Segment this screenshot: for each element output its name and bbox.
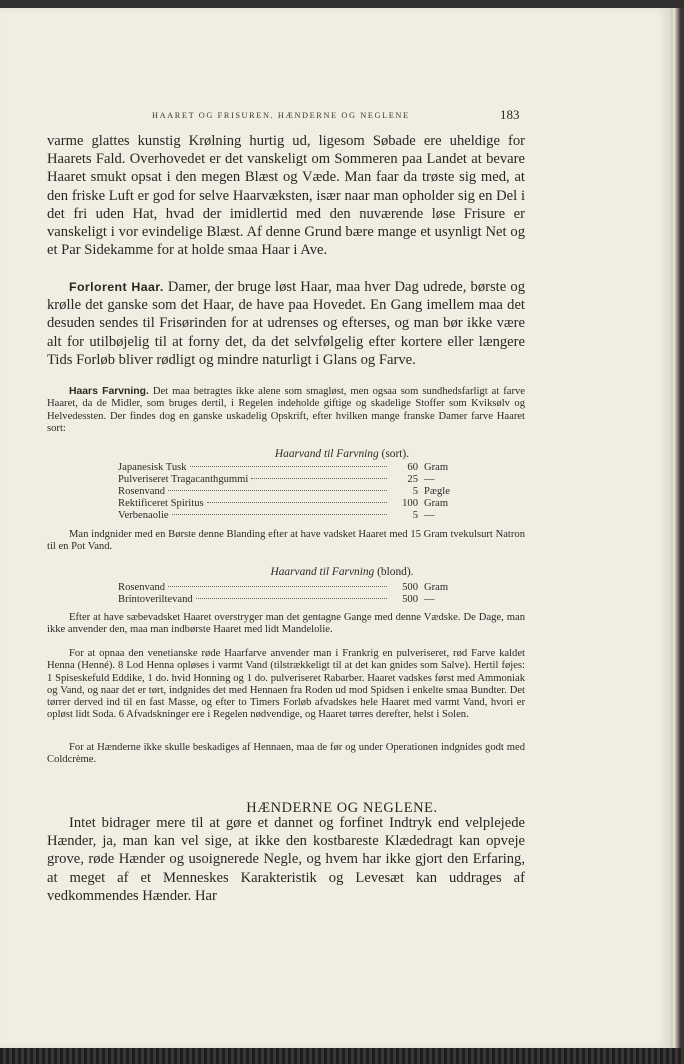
- paragraph-hair-dyeing: [47, 386, 525, 435]
- ingredient-name: Rosenvand: [118, 582, 166, 593]
- ingredient-amount: 5: [412, 486, 418, 497]
- ingredient-unit: —: [424, 510, 435, 521]
- paragraph-text: For at Hænderne ikke skulle beskadiges af Hennaen, maa de før og under Operationen indgnides godt med Coldcrème.: [47, 742, 525, 766]
- recipe-row: [118, 498, 458, 510]
- recipe-row: [118, 594, 458, 606]
- paragraph-text: varme glattes kunstig Krølning hurtig ud, ligesom Søbade ere uheldige for Haarets Fald. Overhovedet er det vanskeligt om Sommeren paa Landet at bevare Haaret smukt opsat i den megen Blæst og Væde. Man faar da trøste sig med, at den friske Luft er god for selve Haarvæksten, især naar man opholder sig en Del i det fri uden Hat, hvad der imidlertid med den nuværende løse Frisure er vanskeligt i vor evindelige Blæst. Af denne Grund bære mange et usynligt Net og et Par Sidekamme for at holde smaa Haar i Ave.: [47, 133, 525, 259]
- leader-dots: [196, 598, 387, 599]
- scan-bottom-edge: [0, 1048, 684, 1064]
- ingredient-amount: 500: [402, 582, 418, 593]
- leader-dots: [190, 466, 387, 467]
- ingredient-name: Brintoveriltevand: [118, 594, 193, 605]
- ingredient-name: Pulveriseret Tragacanthgummi: [118, 474, 249, 485]
- ingredient-name: Rektificeret Spiritus: [118, 498, 204, 509]
- ingredient-unit: Gram: [424, 582, 449, 593]
- ingredient-name: Japanesisk Tusk: [118, 462, 187, 473]
- ingredient-amount: 60: [407, 462, 418, 473]
- ingredient-amount: 100: [402, 498, 418, 509]
- ingredient-unit: Gram: [424, 462, 449, 473]
- leader-dots: [168, 586, 387, 587]
- recipe-title-suffix: (blond).: [374, 566, 414, 578]
- recipe-row: [118, 582, 458, 594]
- recipe-title-black: [0, 448, 684, 460]
- recipe-title-blond: [0, 566, 684, 578]
- ingredient-amount: 25: [407, 474, 418, 485]
- recipe-title-italic: Haarvand til Farvning: [270, 566, 375, 578]
- ingredient-unit: Gram: [424, 498, 449, 509]
- ingredient-name: Rosenvand: [118, 486, 166, 497]
- ingredient-name: Verbenaolie: [118, 510, 169, 521]
- ingredient-unit: —: [424, 594, 435, 605]
- leader-dots: [207, 502, 387, 503]
- ingredient-amount: 500: [402, 594, 418, 605]
- paragraph-coldcreme: [47, 742, 525, 767]
- recipe-row: [118, 510, 458, 522]
- paragraph-text: Damer, der bruge løst Haar, maa hver Dag udrede, børste og krølle det ganske som det Haar, de have paa Hovedet. En Gang imellem maa det desuden sendes til Frisørinden for at udrenses og efterses, og man bør ikke være alt for utilbøjelig til at forny det, da det selvfølgelig efter kortere eller længere Tids Forløb bliver rødligt og mindre naturligt i Glans og Farve.: [47, 279, 525, 368]
- paragraph-henna: [47, 648, 525, 722]
- ingredient-amount: 5: [412, 510, 418, 521]
- paragraph-text: Intet bidrager mere til at gøre et dannet og forfinet Indtryk end velplejede Hænder, ja, man kan vel sige, at ikke den kostbareste Klædedragt kan opveje grove, røde Hænder og usoignerede Negle, og hvem har ikke gjort den Erfaring, at meget af et Menneskes Karakteristik og Levesæt kan uddrages af vedkommendes Hænder. Har: [47, 815, 525, 904]
- ingredient-unit: —: [424, 474, 435, 485]
- recipe-row: [118, 486, 458, 498]
- paragraph-text: For at opnaa den venetianske røde Haarfarve anvender man i Frankrig en pulveriseret, rød Farve kaldet Henna (Henné). 8 Lod Henna opløses i varmt Vand (tilstrækkeligt til at det kan gnides som Salve). Hertil føjes: 1 Spiseskefuld Eddike, 1 do. hvid Honning og 1 do. pulveriseret Rabarber. Haaret vadskes først med Ammoniak og Vand, og naar det er tørt, indgnides det med Hennaen fra Roden ud mod Spidsen i enkelte smaa Bundter. Det tørrer derved ind til en fast Masse, og efter to Timers Forløb afvadskes hele Haaret med varmt Vand, hvori er opløst lidt Soda. 6 Afvadskninger ere i Regelen nødvendige, og Haaret tørres derefter, helst i Solen.: [47, 648, 525, 721]
- running-head: HAARET OG FRISUREN. HÆNDERNE OG NEGLENE: [152, 111, 410, 120]
- recipe-title-italic: Haarvand til Farvning: [274, 448, 379, 460]
- ingredient-unit: Pægle: [424, 486, 450, 497]
- book-page: [0, 8, 673, 1048]
- paragraph-recipe-black-usage: [47, 529, 525, 554]
- leader-dots: [251, 478, 387, 479]
- leader-dots: [168, 490, 387, 491]
- section-heading: HÆNDERNE OG NEGLENE.: [246, 800, 438, 816]
- paragraph-false-hair: [47, 278, 525, 369]
- paragraph-text: Det maa betragtes ikke alene som smagløst, men ogsaa som sundhedsfarligt at farve Haaret, da de Midler, som bruges dertil, i Regelen indeholde giftige og skadelige Stoffer som Kviksølv og Helvedessten. Der findes dog en ganske uskadelig Opskrift, efter hvilken mange franske Damer farve Haaret sort:: [47, 386, 525, 434]
- recipe-row: [118, 474, 458, 486]
- paragraph-hands-intro: [47, 814, 525, 905]
- paragraph-blond-usage: [47, 612, 525, 637]
- leader-dots: [172, 514, 387, 515]
- paragraph-lead: Forlorent Haar.: [69, 280, 164, 294]
- recipe-row: [118, 462, 458, 474]
- recipe-title-suffix: (sort).: [378, 448, 410, 460]
- page-number: 183: [500, 107, 520, 122]
- paragraph-text: Efter at have sæbevadsket Haaret overstryger man det gentagne Gange med denne Vædske. De Dage, man ikke anvender den, maa man indbørste Haaret med lidt Mandelolie.: [47, 612, 525, 636]
- paragraph-hair-weather: [47, 132, 525, 259]
- paragraph-lead: Haars Farvning.: [69, 386, 149, 397]
- paragraph-text: Man indgnider med en Børste denne Blanding efter at have vadsket Haaret med 15 Gram tvekulsurt Natron til en Pot Vand.: [47, 529, 525, 553]
